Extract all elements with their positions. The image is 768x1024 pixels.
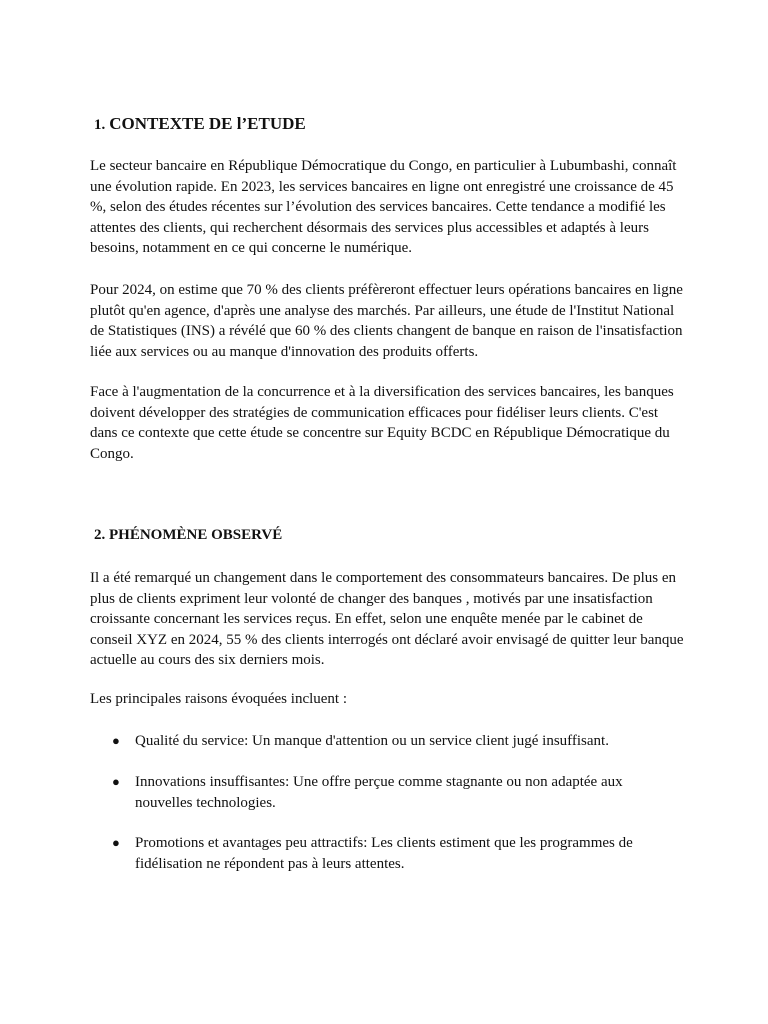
section-2-paragraph-1: Il a été remarqué un changement dans le comportement des consommateurs bancaires. De plus en plus de clients expriment leur volonté de changer des banques , motivés par une insatisfaction croissante concernant les services reçus. En effet, selon une enquête menée par le cabinet de conseil XYZ en 2024, 55 % des clients interrogés ont déclaré avoir envisagé de quitter leur banque actuelle au cours des six derniers mois.: [90, 570, 684, 669]
bullet-text: Qualité du service: Un manque d'attention ou un service client jugé insuffisant.: [135, 733, 609, 749]
section-1-paragraph-2: Pour 2024, on estime que 70 % des clients préfèreront effectuer leurs opérations bancaires en ligne plutôt qu'en agence, d'après une analyse des marchés. Par ailleurs, une étude de l'Institut National de Statistiques (INS) a révélé que 60 % des clients changent de banque en raison de l'insatisfaction liée aux services ou au manque d'innovation des produits offerts.: [90, 282, 683, 360]
section-1-paragraph-1: Le secteur bancaire en République Démocratique du Congo, en particulier à Lubumbashi, connaît une évolution rapide. En 2023, les services bancaires en ligne ont enregistré une croissance de 45 %, selon des études récentes sur l’évolution des services bancaires. Cette tendance a modifié les attentes des clients, qui recherchent désormais des services plus accessibles et adaptés à leurs besoins, notamment en ce qui concerne le numérique.: [90, 158, 677, 257]
section-2-heading: [94, 527, 282, 544]
section-2-title: PHÉNOMÈNE OBSERVÉ: [109, 527, 283, 543]
bullet-dot-icon: ●: [112, 774, 120, 789]
bullet-text: Promotions et avantages peu attractifs: Les clients estiment que les programmes de fidélisation ne répondent pas à leurs attentes.: [135, 835, 633, 872]
section-1-paragraph-3: Face à l'augmentation de la concurrence et à la diversification des services bancaires, les banques doivent développer des stratégies de communication efficaces pour fidéliser leurs clients. C'est dans ce contexte que cette étude se concentre sur Equity BCDC en République Démocratique du Congo.: [90, 384, 674, 462]
section-2-number: 2.: [94, 527, 106, 543]
section-1-number: 1.: [94, 117, 106, 133]
bullet-text: Innovations insuffisantes: Une offre perçue comme stagnante ou non adaptée aux nouvelles technologies.: [135, 774, 623, 811]
section-1-title: CONTEXTE DE l’ETUDE: [109, 114, 306, 133]
section-1-heading: [94, 114, 306, 134]
bullet-dot-icon: ●: [112, 733, 120, 748]
section-2-paragraph-2: Les principales raisons évoquées incluent :: [90, 691, 348, 707]
bullet-dot-icon: ●: [112, 835, 120, 850]
